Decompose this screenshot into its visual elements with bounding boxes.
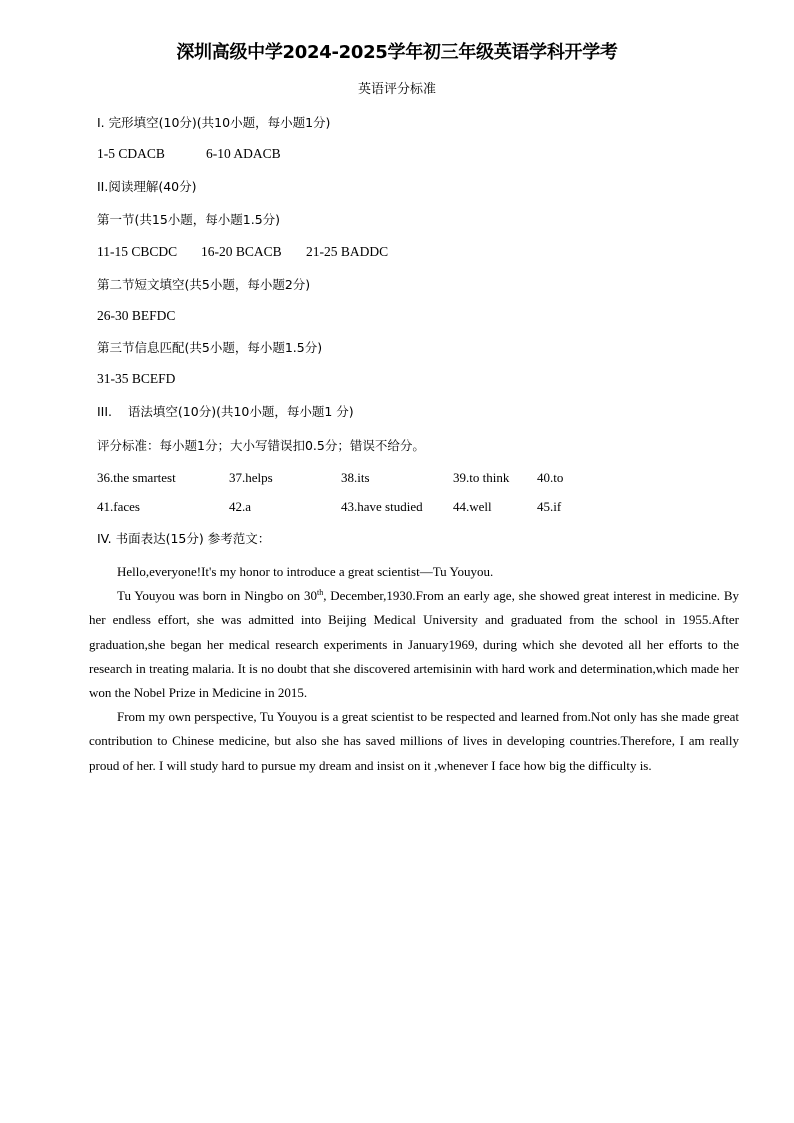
essay-text: , December,1930.From an early age, she showed great interest in medicine. By her endless effort, she was admitted into Beijing Medical University and graduated from the school in 1955.After graduation,she began her medical research experiments in January1969, during which she devoted all her efforts to the research in treating malaria. It is no doubt that she discovered artemisinin with hard work and determination,which made her won the Nobel Prize in Medicine in 2015. [89,588,739,701]
model-essay [89,560,739,778]
grammar-answer: 37.helps [229,470,273,485]
ordinal-suffix: th [316,588,324,598]
grammar-answer: 39.to think [453,470,510,485]
grammar-answer: 40.to [537,470,564,485]
document-title: 深圳高级中学2024-2025学年初三年级英语学科开学考 [176,42,618,63]
essay-paragraph: From my own perspective, Tu Youyou is a great scientist to be respected and learned from.Not only has she made great contribution to Chinese medicine, but also she has saved millions of lives in developing countries.Therefore, I am really proud of her. I will study hard to pursue my dream and insist on it ,whenever I face how big the difficulty is. [89,709,739,773]
essay-text: Tu Youyou was born in Ningbo on 30 [117,588,317,604]
document-subtitle: 英语评分标准 [357,82,436,97]
essay-paragraph: Hello,everyone!It's my honor to introduce a great scientist—Tu Youyou. [117,564,494,579]
grammar-answer: 43.have studied [341,499,423,514]
grammar-answer: 45.if [537,499,562,514]
section1-heading: I. 完形填空(10分)(共10小题，每小题1分) [97,115,331,130]
essay-paragraph [89,584,739,705]
section2-part1-heading: 第一节(共15小题，每小题1.5分) [97,212,281,227]
section1-answers-b: 6-10 ADACB [206,146,281,161]
grammar-answer: 44.well [453,499,492,514]
section2-part1-answers-a: 11-15 CBCDC [97,244,178,259]
grammar-answer: 36.the smartest [97,470,176,485]
section3-heading: III. 语法填空(10分)(共10小题，每小题1 分) [97,404,354,419]
grammar-answer: 38.its [341,470,370,485]
section3-criteria: 评分标准：每小题1分；大小写错误扣0.5分；错误不给分。 [97,438,425,453]
grammar-answer: 42.a [229,499,252,514]
section2-part3-answers: 31-35 BCEFD [97,371,176,386]
section1-answers-a: 1-5 CDACB [97,146,165,161]
section4-heading: IV. 书面表达(15分) 参考范文： [97,531,271,546]
section2-part2-answers: 26-30 BEFDC [97,308,176,323]
section2-heading: II.阅读理解(40分) [97,179,197,194]
section2-part1-answers-b: 16-20 BCACB [201,244,282,259]
section2-part2-heading: 第二节短文填空(共5小题，每小题2分) [97,277,311,292]
section2-part3-heading: 第三节信息匹配(共5小题，每小题1.5分) [97,340,323,355]
section2-part1-answers-c: 21-25 BADDC [306,244,389,259]
grammar-answer: 41.faces [97,499,140,514]
